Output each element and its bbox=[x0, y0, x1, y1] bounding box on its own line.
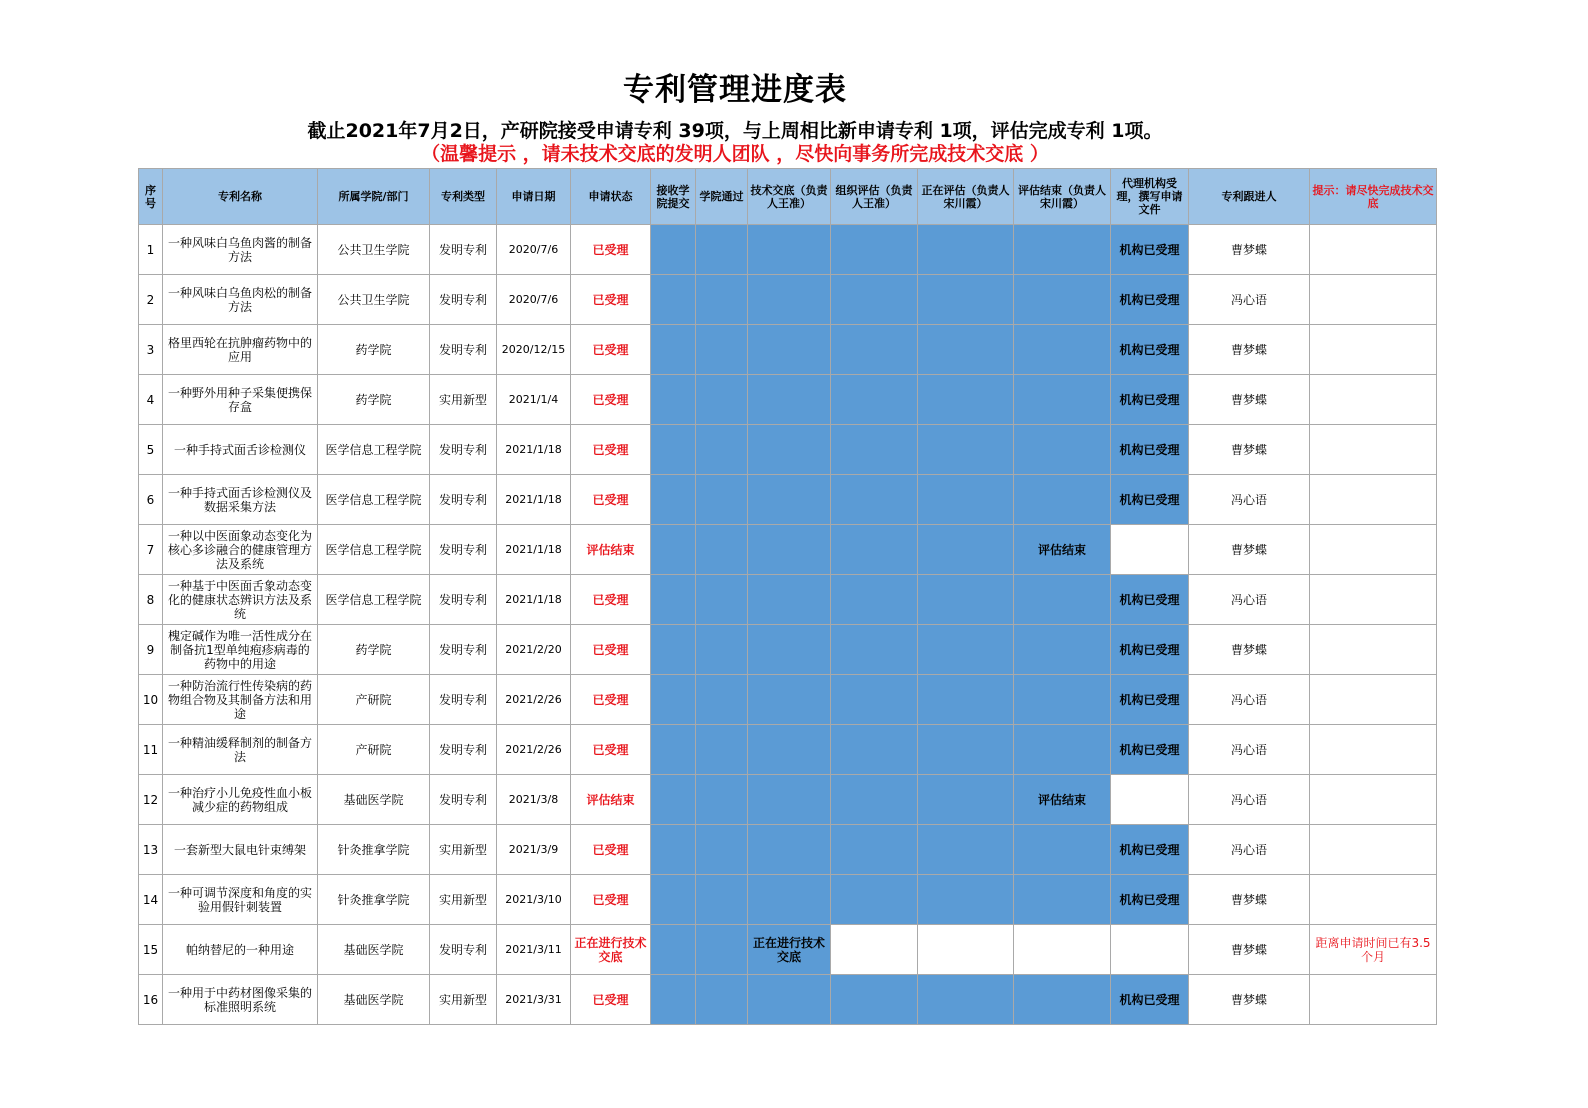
header-date: 申请日期 bbox=[497, 169, 571, 225]
cell-hint bbox=[1310, 275, 1437, 325]
cell-stage-3 bbox=[748, 725, 831, 775]
table-row bbox=[139, 675, 1437, 725]
header-stage-eval-done: 评估结束（负责人宋川霞） bbox=[1014, 169, 1111, 225]
cell-college: 医学信息工程学院 bbox=[318, 575, 430, 625]
table-row bbox=[139, 375, 1437, 425]
cell-type: 实用新型 bbox=[430, 375, 497, 425]
cell-name: 一种用于中药材图像采集的标准照明系统 bbox=[163, 975, 318, 1025]
cell-hint bbox=[1310, 475, 1437, 525]
table-row bbox=[139, 975, 1437, 1025]
cell-stage-3 bbox=[748, 775, 831, 825]
cell-stage-6 bbox=[1014, 875, 1111, 925]
cell-stage-3 bbox=[748, 975, 831, 1025]
cell-stage-7: 机构已受理 bbox=[1111, 275, 1189, 325]
patent-progress-table bbox=[138, 168, 1437, 1025]
cell-stage-3 bbox=[748, 675, 831, 725]
cell-hint bbox=[1310, 675, 1437, 725]
cell-stage-6 bbox=[1014, 325, 1111, 375]
cell-hint bbox=[1310, 225, 1437, 275]
cell-name: 槐定碱作为唯一活性成分在制备抗1型单纯疱疹病毒的药物中的用途 bbox=[163, 625, 318, 675]
cell-date: 2021/3/10 bbox=[497, 875, 571, 925]
cell-follower: 冯心语 bbox=[1189, 275, 1310, 325]
cell-hint bbox=[1310, 975, 1437, 1025]
cell-hint bbox=[1310, 825, 1437, 875]
cell-name: 格里西轮在抗肿瘤药物中的应用 bbox=[163, 325, 318, 375]
cell-stage-7: 机构已受理 bbox=[1111, 675, 1189, 725]
cell-stage-7: 机构已受理 bbox=[1111, 425, 1189, 475]
cell-stage-5 bbox=[918, 775, 1014, 825]
cell-stage-1 bbox=[651, 275, 696, 325]
cell-status: 已受理 bbox=[571, 225, 651, 275]
cell-stage-1 bbox=[651, 975, 696, 1025]
cell-no: 2 bbox=[139, 275, 163, 325]
cell-no: 7 bbox=[139, 525, 163, 575]
cell-stage-7 bbox=[1111, 925, 1189, 975]
cell-type: 实用新型 bbox=[430, 975, 497, 1025]
cell-stage-5 bbox=[918, 825, 1014, 875]
cell-name: 一种防治流行性传染病的药物组合物及其制备方法和用途 bbox=[163, 675, 318, 725]
cell-status: 已受理 bbox=[571, 475, 651, 525]
cell-college: 医学信息工程学院 bbox=[318, 475, 430, 525]
cell-college: 医学信息工程学院 bbox=[318, 525, 430, 575]
header-follower: 专利跟进人 bbox=[1189, 169, 1310, 225]
cell-no: 12 bbox=[139, 775, 163, 825]
cell-stage-1 bbox=[651, 725, 696, 775]
cell-name: 帕纳替尼的一种用途 bbox=[163, 925, 318, 975]
cell-college: 针灸推拿学院 bbox=[318, 875, 430, 925]
cell-stage-4 bbox=[831, 575, 918, 625]
cell-stage-7: 机构已受理 bbox=[1111, 875, 1189, 925]
cell-date: 2021/3/9 bbox=[497, 825, 571, 875]
cell-name: 一种治疗小儿免疫性血小板减少症的药物组成 bbox=[163, 775, 318, 825]
cell-stage-1 bbox=[651, 825, 696, 875]
cell-status: 已受理 bbox=[571, 325, 651, 375]
header-name: 专利名称 bbox=[163, 169, 318, 225]
cell-stage-1 bbox=[651, 475, 696, 525]
cell-stage-1 bbox=[651, 575, 696, 625]
table-row bbox=[139, 325, 1437, 375]
cell-no: 16 bbox=[139, 975, 163, 1025]
cell-status: 正在进行技术交底 bbox=[571, 925, 651, 975]
cell-name: 一种野外用种子采集便携保存盒 bbox=[163, 375, 318, 425]
cell-stage-6: 评估结束 bbox=[1014, 525, 1111, 575]
cell-name: 一套新型大鼠电针束缚架 bbox=[163, 825, 318, 875]
cell-type: 发明专利 bbox=[430, 775, 497, 825]
cell-no: 8 bbox=[139, 575, 163, 625]
cell-no: 10 bbox=[139, 675, 163, 725]
table-row bbox=[139, 425, 1437, 475]
cell-stage-1 bbox=[651, 375, 696, 425]
cell-stage-2 bbox=[696, 375, 748, 425]
summary-text: 截止2021年7月2日，产研院接受申请专利 39项，与上周相比新申请专利 1项，评估完成专利 1项。 bbox=[307, 120, 1163, 142]
cell-hint bbox=[1310, 875, 1437, 925]
cell-stage-7: 机构已受理 bbox=[1111, 375, 1189, 425]
cell-hint bbox=[1310, 375, 1437, 425]
cell-follower: 冯心语 bbox=[1189, 725, 1310, 775]
cell-stage-4 bbox=[831, 525, 918, 575]
cell-stage-6 bbox=[1014, 475, 1111, 525]
cell-stage-4 bbox=[831, 725, 918, 775]
cell-stage-6 bbox=[1014, 225, 1111, 275]
cell-college: 药学院 bbox=[318, 375, 430, 425]
cell-stage-4 bbox=[831, 325, 918, 375]
cell-name: 一种风味白乌鱼肉松的制备方法 bbox=[163, 275, 318, 325]
cell-stage-3 bbox=[748, 875, 831, 925]
cell-date: 2021/3/8 bbox=[497, 775, 571, 825]
cell-status: 已受理 bbox=[571, 875, 651, 925]
cell-stage-2 bbox=[696, 575, 748, 625]
cell-hint bbox=[1310, 775, 1437, 825]
cell-stage-6 bbox=[1014, 725, 1111, 775]
cell-stage-5 bbox=[918, 625, 1014, 675]
table-row bbox=[139, 575, 1437, 625]
cell-status: 已受理 bbox=[571, 975, 651, 1025]
table-row bbox=[139, 925, 1437, 975]
cell-hint: 距离申请时间已有3.5个月 bbox=[1310, 925, 1437, 975]
cell-type: 发明专利 bbox=[430, 275, 497, 325]
cell-stage-4 bbox=[831, 875, 918, 925]
cell-stage-1 bbox=[651, 225, 696, 275]
cell-follower: 曹梦蝶 bbox=[1189, 625, 1310, 675]
cell-stage-5 bbox=[918, 575, 1014, 625]
cell-stage-1 bbox=[651, 425, 696, 475]
cell-stage-2 bbox=[696, 275, 748, 325]
cell-stage-2 bbox=[696, 675, 748, 725]
cell-type: 发明专利 bbox=[430, 925, 497, 975]
cell-status: 已受理 bbox=[571, 625, 651, 675]
cell-stage-6 bbox=[1014, 575, 1111, 625]
cell-stage-3 bbox=[748, 325, 831, 375]
cell-follower: 冯心语 bbox=[1189, 475, 1310, 525]
header-no: 序号 bbox=[139, 169, 163, 225]
cell-name: 一种手持式面舌诊检测仪及数据采集方法 bbox=[163, 475, 318, 525]
cell-follower: 曹梦蝶 bbox=[1189, 425, 1310, 475]
cell-date: 2020/7/6 bbox=[497, 225, 571, 275]
table-row bbox=[139, 275, 1437, 325]
cell-status: 已受理 bbox=[571, 375, 651, 425]
cell-stage-6 bbox=[1014, 925, 1111, 975]
cell-hint bbox=[1310, 525, 1437, 575]
cell-date: 2021/2/26 bbox=[497, 675, 571, 725]
header-stage-approved: 学院通过 bbox=[696, 169, 748, 225]
cell-stage-6: 评估结束 bbox=[1014, 775, 1111, 825]
cell-stage-2 bbox=[696, 625, 748, 675]
cell-follower: 冯心语 bbox=[1189, 775, 1310, 825]
cell-status: 已受理 bbox=[571, 575, 651, 625]
cell-stage-7: 机构已受理 bbox=[1111, 575, 1189, 625]
cell-stage-6 bbox=[1014, 975, 1111, 1025]
cell-follower: 冯心语 bbox=[1189, 825, 1310, 875]
table-row bbox=[139, 775, 1437, 825]
cell-status: 已受理 bbox=[571, 275, 651, 325]
cell-name: 一种可调节深度和角度的实验用假针刺装置 bbox=[163, 875, 318, 925]
cell-no: 3 bbox=[139, 325, 163, 375]
cell-no: 5 bbox=[139, 425, 163, 475]
cell-stage-5 bbox=[918, 275, 1014, 325]
cell-stage-4 bbox=[831, 625, 918, 675]
cell-stage-5 bbox=[918, 325, 1014, 375]
cell-follower: 曹梦蝶 bbox=[1189, 325, 1310, 375]
cell-stage-2 bbox=[696, 825, 748, 875]
header-stage-evaluating: 正在评估（负责人宋川霞） bbox=[918, 169, 1014, 225]
cell-stage-2 bbox=[696, 475, 748, 525]
cell-date: 2021/2/20 bbox=[497, 625, 571, 675]
cell-stage-1 bbox=[651, 875, 696, 925]
header-status: 申请状态 bbox=[571, 169, 651, 225]
cell-status: 已受理 bbox=[571, 425, 651, 475]
cell-date: 2021/1/18 bbox=[497, 425, 571, 475]
cell-type: 发明专利 bbox=[430, 575, 497, 625]
cell-status: 评估结束 bbox=[571, 525, 651, 575]
cell-stage-4 bbox=[831, 825, 918, 875]
cell-date: 2020/7/6 bbox=[497, 275, 571, 325]
cell-stage-1 bbox=[651, 525, 696, 575]
table-row bbox=[139, 875, 1437, 925]
header-stage-received: 接收学院提交 bbox=[651, 169, 696, 225]
cell-hint bbox=[1310, 725, 1437, 775]
cell-stage-4 bbox=[831, 925, 918, 975]
cell-stage-4 bbox=[831, 975, 918, 1025]
cell-status: 已受理 bbox=[571, 825, 651, 875]
cell-no: 11 bbox=[139, 725, 163, 775]
cell-stage-1 bbox=[651, 675, 696, 725]
cell-stage-2 bbox=[696, 875, 748, 925]
cell-stage-5 bbox=[918, 975, 1014, 1025]
cell-name: 一种基于中医面舌象动态变化的健康状态辨识方法及系统 bbox=[163, 575, 318, 625]
cell-stage-2 bbox=[696, 725, 748, 775]
page-title: 专利管理进度表 bbox=[623, 72, 847, 108]
cell-stage-2 bbox=[696, 925, 748, 975]
cell-stage-3 bbox=[748, 425, 831, 475]
cell-college: 医学信息工程学院 bbox=[318, 425, 430, 475]
cell-stage-5 bbox=[918, 675, 1014, 725]
cell-stage-6 bbox=[1014, 675, 1111, 725]
cell-type: 发明专利 bbox=[430, 675, 497, 725]
table-body bbox=[139, 225, 1437, 1025]
cell-college: 公共卫生学院 bbox=[318, 275, 430, 325]
cell-stage-2 bbox=[696, 975, 748, 1025]
cell-stage-1 bbox=[651, 625, 696, 675]
cell-date: 2021/1/18 bbox=[497, 575, 571, 625]
cell-status: 已受理 bbox=[571, 675, 651, 725]
cell-hint bbox=[1310, 325, 1437, 375]
cell-stage-2 bbox=[696, 525, 748, 575]
cell-follower: 曹梦蝶 bbox=[1189, 975, 1310, 1025]
cell-no: 1 bbox=[139, 225, 163, 275]
cell-stage-7: 机构已受理 bbox=[1111, 225, 1189, 275]
cell-name: 一种手持式面舌诊检测仪 bbox=[163, 425, 318, 475]
cell-stage-7: 机构已受理 bbox=[1111, 475, 1189, 525]
cell-stage-3 bbox=[748, 525, 831, 575]
cell-stage-1 bbox=[651, 925, 696, 975]
cell-date: 2021/1/18 bbox=[497, 525, 571, 575]
cell-hint bbox=[1310, 575, 1437, 625]
cell-stage-4 bbox=[831, 225, 918, 275]
cell-stage-4 bbox=[831, 375, 918, 425]
cell-stage-4 bbox=[831, 675, 918, 725]
cell-stage-7 bbox=[1111, 775, 1189, 825]
cell-stage-2 bbox=[696, 225, 748, 275]
cell-no: 13 bbox=[139, 825, 163, 875]
cell-college: 公共卫生学院 bbox=[318, 225, 430, 275]
cell-date: 2021/1/18 bbox=[497, 475, 571, 525]
cell-hint bbox=[1310, 425, 1437, 475]
cell-college: 针灸推拿学院 bbox=[318, 825, 430, 875]
cell-no: 15 bbox=[139, 925, 163, 975]
cell-stage-6 bbox=[1014, 425, 1111, 475]
header-college: 所属学院/部门 bbox=[318, 169, 430, 225]
cell-stage-5 bbox=[918, 425, 1014, 475]
cell-stage-2 bbox=[696, 425, 748, 475]
cell-type: 发明专利 bbox=[430, 725, 497, 775]
cell-stage-3 bbox=[748, 575, 831, 625]
cell-college: 基础医学院 bbox=[318, 775, 430, 825]
cell-type: 发明专利 bbox=[430, 625, 497, 675]
cell-stage-4 bbox=[831, 775, 918, 825]
cell-type: 发明专利 bbox=[430, 225, 497, 275]
cell-type: 发明专利 bbox=[430, 525, 497, 575]
cell-type: 实用新型 bbox=[430, 825, 497, 875]
cell-stage-5 bbox=[918, 225, 1014, 275]
cell-type: 发明专利 bbox=[430, 325, 497, 375]
cell-date: 2020/12/15 bbox=[497, 325, 571, 375]
header-stage-disclosure: 技术交底（负责人王准） bbox=[748, 169, 831, 225]
cell-stage-3 bbox=[748, 375, 831, 425]
table-row bbox=[139, 525, 1437, 575]
cell-stage-3 bbox=[748, 225, 831, 275]
cell-stage-4 bbox=[831, 275, 918, 325]
cell-stage-5 bbox=[918, 875, 1014, 925]
cell-follower: 曹梦蝶 bbox=[1189, 925, 1310, 975]
cell-stage-3 bbox=[748, 825, 831, 875]
table-row bbox=[139, 625, 1437, 675]
table-row bbox=[139, 475, 1437, 525]
header-stage-agency: 代理机构受理，撰写申请文件 bbox=[1111, 169, 1189, 225]
cell-college: 药学院 bbox=[318, 625, 430, 675]
cell-stage-2 bbox=[696, 325, 748, 375]
cell-college: 基础医学院 bbox=[318, 925, 430, 975]
cell-type: 发明专利 bbox=[430, 425, 497, 475]
cell-status: 评估结束 bbox=[571, 775, 651, 825]
cell-stage-6 bbox=[1014, 825, 1111, 875]
cell-name: 一种风味白乌鱼肉酱的制备方法 bbox=[163, 225, 318, 275]
cell-stage-4 bbox=[831, 475, 918, 525]
table-row bbox=[139, 825, 1437, 875]
cell-hint bbox=[1310, 625, 1437, 675]
cell-stage-2 bbox=[696, 775, 748, 825]
cell-stage-3: 正在进行技术交底 bbox=[748, 925, 831, 975]
cell-follower: 曹梦蝶 bbox=[1189, 225, 1310, 275]
cell-stage-5 bbox=[918, 475, 1014, 525]
cell-type: 发明专利 bbox=[430, 475, 497, 525]
table-row bbox=[139, 225, 1437, 275]
cell-date: 2021/3/31 bbox=[497, 975, 571, 1025]
cell-stage-7: 机构已受理 bbox=[1111, 725, 1189, 775]
reminder-text: （温馨提示 ，请未技术交底的发明人团队 ，尽快向事务所完成技术交底 ） bbox=[421, 143, 1049, 165]
header-type: 专利类型 bbox=[430, 169, 497, 225]
cell-stage-7: 机构已受理 bbox=[1111, 625, 1189, 675]
cell-follower: 曹梦蝶 bbox=[1189, 375, 1310, 425]
cell-college: 基础医学院 bbox=[318, 975, 430, 1025]
cell-no: 14 bbox=[139, 875, 163, 925]
cell-stage-7 bbox=[1111, 525, 1189, 575]
cell-date: 2021/2/26 bbox=[497, 725, 571, 775]
cell-date: 2021/3/11 bbox=[497, 925, 571, 975]
cell-stage-5 bbox=[918, 925, 1014, 975]
cell-name: 一种以中医面象动态变化为核心多诊融合的健康管理方法及系统 bbox=[163, 525, 318, 575]
cell-follower: 曹梦蝶 bbox=[1189, 525, 1310, 575]
cell-stage-4 bbox=[831, 425, 918, 475]
cell-college: 产研院 bbox=[318, 675, 430, 725]
header-row bbox=[139, 169, 1437, 225]
cell-stage-7: 机构已受理 bbox=[1111, 325, 1189, 375]
cell-stage-1 bbox=[651, 325, 696, 375]
cell-stage-5 bbox=[918, 525, 1014, 575]
cell-no: 9 bbox=[139, 625, 163, 675]
table-row bbox=[139, 725, 1437, 775]
cell-follower: 冯心语 bbox=[1189, 675, 1310, 725]
cell-stage-3 bbox=[748, 275, 831, 325]
cell-no: 6 bbox=[139, 475, 163, 525]
header-stage-organize-eval: 组织评估（负责人王准） bbox=[831, 169, 918, 225]
cell-stage-6 bbox=[1014, 625, 1111, 675]
cell-stage-6 bbox=[1014, 375, 1111, 425]
cell-college: 产研院 bbox=[318, 725, 430, 775]
cell-stage-7: 机构已受理 bbox=[1111, 825, 1189, 875]
cell-name: 一种精油缓释制剂的制备方法 bbox=[163, 725, 318, 775]
cell-college: 药学院 bbox=[318, 325, 430, 375]
cell-stage-3 bbox=[748, 625, 831, 675]
cell-follower: 曹梦蝶 bbox=[1189, 875, 1310, 925]
cell-type: 实用新型 bbox=[430, 875, 497, 925]
cell-stage-3 bbox=[748, 475, 831, 525]
cell-stage-1 bbox=[651, 775, 696, 825]
cell-stage-5 bbox=[918, 725, 1014, 775]
cell-stage-7: 机构已受理 bbox=[1111, 975, 1189, 1025]
header-hint: 提示：请尽快完成技术交底 bbox=[1310, 169, 1437, 225]
cell-follower: 冯心语 bbox=[1189, 575, 1310, 625]
cell-stage-5 bbox=[918, 375, 1014, 425]
cell-status: 已受理 bbox=[571, 725, 651, 775]
cell-stage-6 bbox=[1014, 275, 1111, 325]
cell-date: 2021/1/4 bbox=[497, 375, 571, 425]
cell-no: 4 bbox=[139, 375, 163, 425]
